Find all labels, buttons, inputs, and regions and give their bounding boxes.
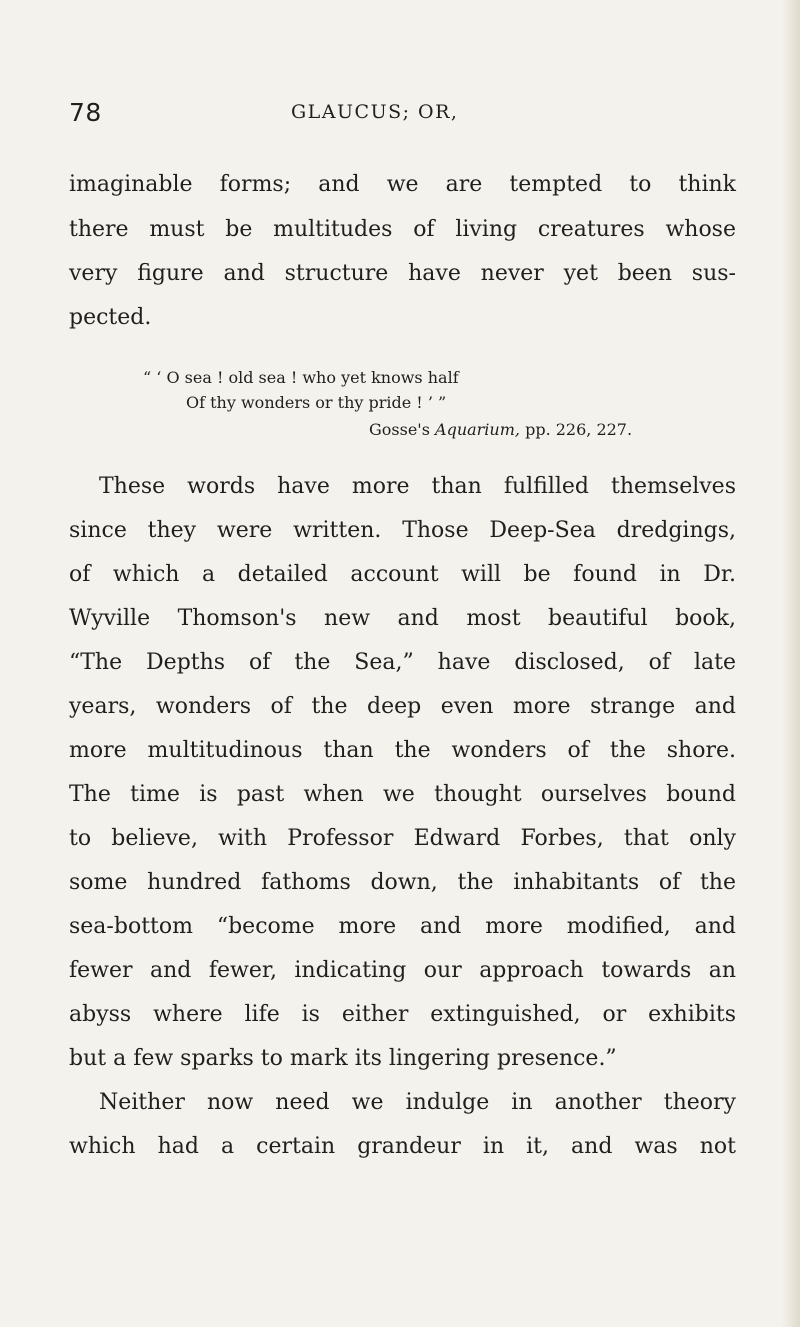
text-line: “The Depths of the Sea,” have disclosed, of late [69,650,736,675]
text-line: some hundred fathoms down, the inhabitants of the [69,870,736,895]
text-line: These words have more than fulfilled themselves [99,474,736,499]
running-head: GLAUCUS; OR, [291,101,459,123]
page-number: 78 [69,98,102,127]
text-line: there must be multitudes of living creatures whose [69,217,736,242]
text-line: but a few sparks to mark its lingering presence.” [69,1046,617,1071]
citation-author: Gosse's [369,420,430,439]
page-edge-shadow [782,0,800,1327]
quotation-line: Of thy wonders or thy pride ! ’ ” [186,393,447,412]
text-line: imaginable forms; and we are tempted to think [69,172,736,197]
page-header [69,98,739,134]
citation-title: Aquarium, [435,420,520,439]
text-line: Wyville Thomson's new and most beautiful book, [69,606,736,631]
text-line: fewer and fewer, indicating our approach towards an [69,958,736,983]
text-line: abyss where life is either extinguished, or exhibits [69,1002,736,1027]
text-line: sea-bottom “become more and more modified, and [69,914,736,939]
text-line: pected. [69,305,152,330]
text-line: which had a certain grandeur in it, and was not [69,1134,736,1159]
text-line: more multitudinous than the wonders of the shore. [69,738,736,763]
citation-pages: pp. 226, 227. [525,420,633,439]
text-line: years, wonders of the deep even more strange and [69,694,736,719]
text-line: The time is past when we thought ourselves bound [69,782,736,807]
quotation-citation [369,420,632,439]
text-line: of which a detailed account will be found in Dr. [69,562,736,587]
text-line: very figure and structure have never yet been sus- [69,261,736,286]
text-line: Neither now need we indulge in another theory [99,1090,736,1115]
text-line: to believe, with Professor Edward Forbes, that only [69,826,736,851]
quotation-line: “ ‘ O sea ! old sea ! who yet knows half [143,368,459,387]
text-line: since they were written. Those Deep-Sea dredgings, [69,518,736,543]
